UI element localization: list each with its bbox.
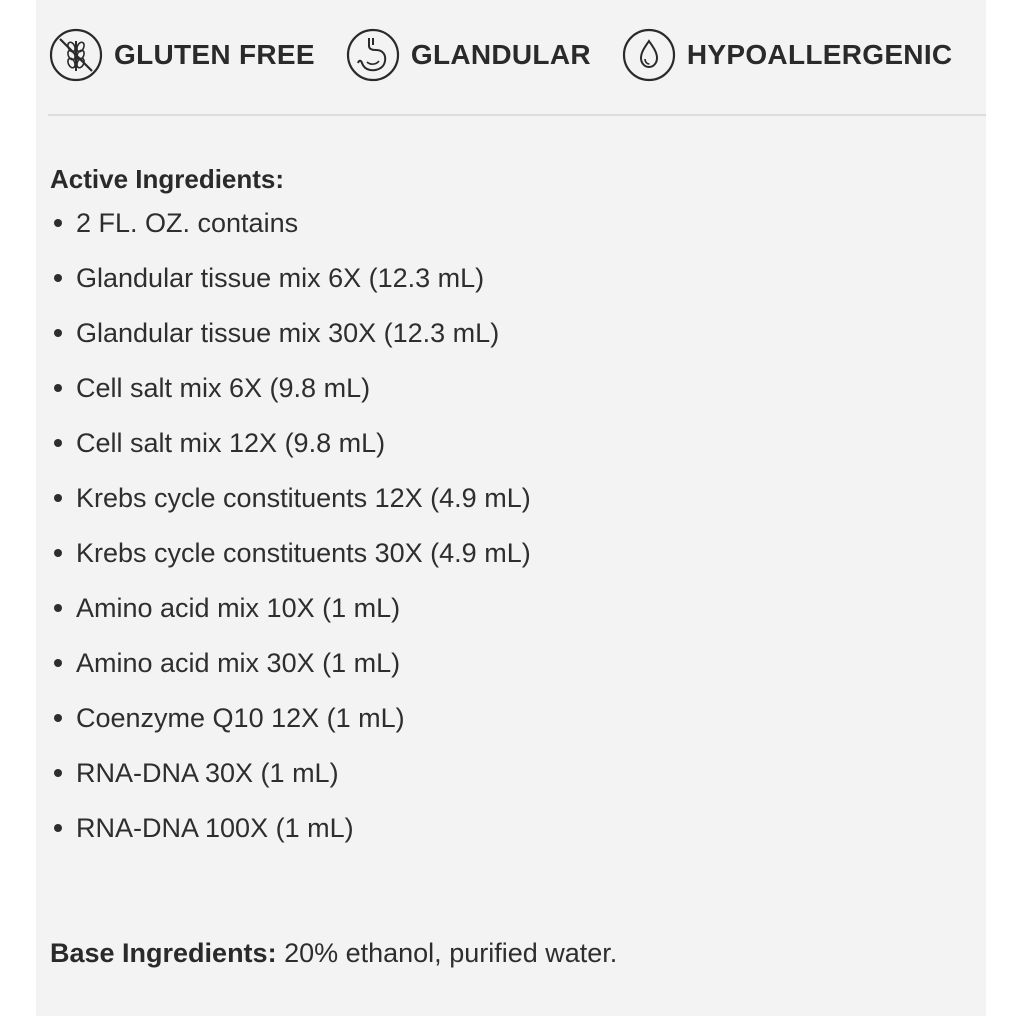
ingredient-text: Cell salt mix 6X (9.8 mL) bbox=[76, 373, 371, 403]
product-badges bbox=[48, 24, 982, 86]
badge-label: GLANDULAR bbox=[410, 39, 591, 70]
ingredient-text: 2 FL. OZ. contains bbox=[76, 208, 299, 238]
list-item bbox=[50, 588, 531, 643]
wheat-crossed-icon bbox=[48, 27, 104, 83]
ingredient-text: Glandular tissue mix 6X (12.3 mL) bbox=[76, 263, 485, 293]
list-item bbox=[50, 698, 531, 753]
ingredient-text: Krebs cycle constituents 30X (4.9 mL) bbox=[76, 538, 531, 568]
bullet-icon bbox=[54, 329, 62, 337]
badge-glandular bbox=[345, 27, 591, 83]
stomach-icon bbox=[345, 27, 401, 83]
ingredient-text: Coenzyme Q10 12X (1 mL) bbox=[76, 703, 405, 733]
ingredient-text: Krebs cycle constituents 12X (4.9 mL) bbox=[76, 483, 531, 513]
drop-in-circle-icon bbox=[621, 27, 677, 83]
list-item bbox=[50, 258, 531, 313]
list-item bbox=[50, 423, 531, 478]
ingredient-text: Cell salt mix 12X (9.8 mL) bbox=[76, 428, 386, 458]
base-ingredients-text: 20% ethanol, purified water. bbox=[276, 938, 618, 968]
bullet-icon bbox=[54, 769, 62, 777]
list-item bbox=[50, 533, 531, 588]
badge-gluten-free bbox=[48, 27, 315, 83]
bullet-icon bbox=[54, 439, 62, 447]
section-divider bbox=[48, 114, 986, 116]
bullet-icon bbox=[54, 384, 62, 392]
ingredient-text: Amino acid mix 10X (1 mL) bbox=[76, 593, 401, 623]
list-item bbox=[50, 808, 531, 863]
bullet-icon bbox=[54, 274, 62, 282]
active-ingredients-list bbox=[50, 203, 531, 863]
badge-label: HYPOALLERGENIC bbox=[686, 39, 953, 70]
list-item bbox=[50, 368, 531, 423]
bullet-icon bbox=[54, 604, 62, 612]
ingredient-text: RNA-DNA 30X (1 mL) bbox=[76, 758, 339, 788]
bullet-icon bbox=[54, 714, 62, 722]
bullet-icon bbox=[54, 494, 62, 502]
bullet-icon bbox=[54, 659, 62, 667]
list-item bbox=[50, 313, 531, 368]
ingredient-text: Glandular tissue mix 30X (12.3 mL) bbox=[76, 318, 500, 348]
list-item bbox=[50, 203, 531, 258]
product-details-panel bbox=[36, 0, 986, 1016]
bullet-icon bbox=[54, 219, 62, 227]
list-item bbox=[50, 753, 531, 808]
base-ingredients bbox=[50, 938, 617, 969]
list-item bbox=[50, 478, 531, 533]
badge-label: GLUTEN FREE bbox=[114, 39, 315, 70]
base-ingredients-label: Base Ingredients: bbox=[50, 938, 277, 968]
badge-hypoallergenic bbox=[621, 27, 953, 83]
bullet-icon bbox=[54, 549, 62, 557]
bullet-icon bbox=[54, 824, 62, 832]
list-item bbox=[50, 643, 531, 698]
ingredient-text: Amino acid mix 30X (1 mL) bbox=[76, 648, 401, 678]
ingredient-text: RNA-DNA 100X (1 mL) bbox=[76, 813, 354, 843]
active-ingredients-heading: Active Ingredients: bbox=[50, 164, 285, 194]
